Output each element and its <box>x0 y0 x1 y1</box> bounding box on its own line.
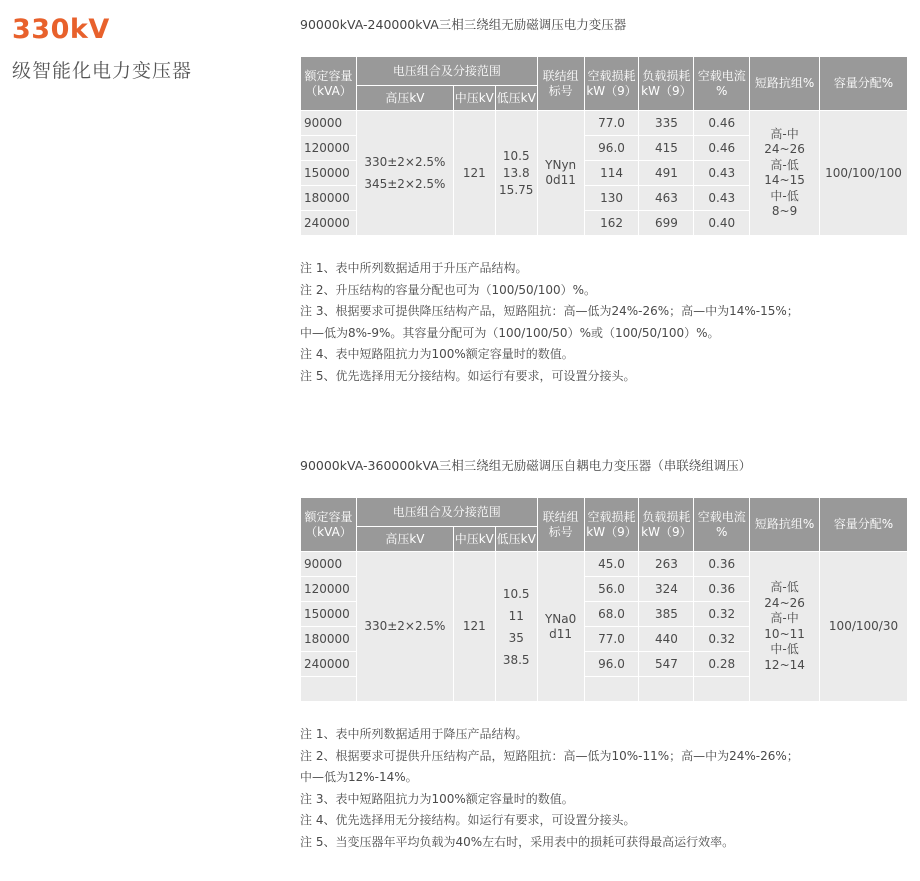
cell-noload-loss: 114 <box>584 161 639 186</box>
note-line: 注 4、表中短路阻抗力为100%额定容量时的数值。 <box>300 347 574 361</box>
header-capacity: 额定容量 （kVA） <box>301 57 357 111</box>
cell-noload-current: 0.46 <box>694 136 750 161</box>
header-lv: 低压kV <box>495 527 537 552</box>
table-2-title: 90000kVA-360000kVA三相三绕组无励磁调压自耦电力变压器（串联绕组调压） <box>300 458 752 473</box>
cell-impedance: 高-低 24~26 高-中 10~11 中-低 12~14 <box>750 552 820 702</box>
cell-load-loss: 324 <box>639 577 694 602</box>
cell-lv: 10.5 13.8 15.75 <box>495 111 537 236</box>
cell-load-loss: 440 <box>639 627 694 652</box>
cell-capacity: 180000 <box>301 186 357 211</box>
cell-noload-current: 0.32 <box>694 602 750 627</box>
cell-load-loss: 547 <box>639 652 694 677</box>
table-1-notes <box>300 258 908 387</box>
cell-noload-loss: 56.0 <box>584 577 639 602</box>
header-noload-loss: 空载损耗 kW（9） <box>584 498 639 552</box>
cell-noload-loss <box>584 677 639 702</box>
cell-capacity <box>301 677 357 702</box>
cell-distribution: 100/100/100 <box>819 111 907 236</box>
cell-load-loss: 463 <box>639 186 694 211</box>
table-1-title: 90000kVA-240000kVA三相三绕组无励磁调压电力变压器 <box>300 17 627 32</box>
cell-capacity: 90000 <box>301 111 357 136</box>
cell-hv: 330±2×2.5% <box>356 552 453 702</box>
cell-capacity: 150000 <box>301 161 357 186</box>
cell-mv: 121 <box>453 552 495 702</box>
cell-noload-current: 0.36 <box>694 552 750 577</box>
cell-noload-loss: 68.0 <box>584 602 639 627</box>
cell-vector-group: YNa0 d11 <box>537 552 584 702</box>
note-line: 注 2、升压结构的容量分配也可为（100/50/100）%。 <box>300 282 597 297</box>
header-vector-group: 联结组 标号 <box>537 498 584 552</box>
header-vector-group: 联结组 标号 <box>537 57 584 111</box>
cell-noload-loss: 96.0 <box>584 136 639 161</box>
note-line: 中—低为12%-14%。 <box>300 770 418 784</box>
header-lv: 低压kV <box>495 86 537 111</box>
cell-noload-current: 0.40 <box>694 211 750 236</box>
note-line: 注 3、根据要求可提供降压结构产品，短路阻抗：高—低为24%-26%；高—中为14%-15%； <box>300 304 799 318</box>
cell-capacity: 150000 <box>301 602 357 627</box>
cell-load-loss: 699 <box>639 211 694 236</box>
cell-vector-group: YNyn 0d11 <box>537 111 584 236</box>
cell-noload-current: 0.43 <box>694 186 750 211</box>
header-voltage-combo: 电压组合及分接范围 <box>356 57 537 86</box>
cell-noload-loss: 130 <box>584 186 639 211</box>
cell-capacity: 90000 <box>301 552 357 577</box>
note-line: 注 4、优先选择用无分接结构。如运行有要求，可设置分接头。 <box>300 813 636 827</box>
cell-load-loss: 415 <box>639 136 694 161</box>
spec-section-2 <box>300 455 908 853</box>
cell-noload-current: 0.32 <box>694 627 750 652</box>
spec-section-1 <box>300 14 908 387</box>
cell-load-loss: 335 <box>639 111 694 136</box>
header-hv: 高压kV <box>356 86 453 111</box>
cell-load-loss: 385 <box>639 602 694 627</box>
header-mv: 中压kV <box>453 527 495 552</box>
cell-noload-current: 0.36 <box>694 577 750 602</box>
cell-load-loss: 263 <box>639 552 694 577</box>
header-distribution: 容量分配% <box>820 498 908 552</box>
cell-load-loss <box>639 677 694 702</box>
table-2-notes <box>300 724 908 853</box>
cell-hv: 330±2×2.5% 345±2×2.5% <box>356 111 453 236</box>
header-noload-loss: 空载损耗 kW（9） <box>584 57 639 111</box>
cell-impedance: 高-中 24~26 高-低 14~15 中-低 8~9 <box>750 111 820 236</box>
header-noload-current: 空载电流 % <box>694 57 750 111</box>
note-line: 注 3、表中短路阻抗力为100%额定容量时的数值。 <box>300 791 574 806</box>
table-row <box>301 111 908 136</box>
note-line: 注 2、根据要求可提供升压结构产品，短路阻抗：高—低为10%-11%；高—中为24%-26%； <box>300 748 799 763</box>
cell-capacity: 240000 <box>301 652 357 677</box>
cell-capacity: 240000 <box>301 211 357 236</box>
header-noload-current: 空载电流 % <box>694 498 750 552</box>
hero-voltage: 330kV <box>12 14 110 45</box>
note-line: 注 5、当变压器年平均负载为40%左右时，采用表中的损耗可获得最高运行效率。 <box>300 834 735 849</box>
header-distribution: 容量分配% <box>819 57 907 111</box>
header-impedance: 短路抗组% <box>750 498 820 552</box>
spec-table-2 <box>300 497 908 702</box>
spec-table-1 <box>300 56 908 236</box>
cell-noload-current: 0.46 <box>694 111 750 136</box>
cell-load-loss: 491 <box>639 161 694 186</box>
cell-capacity: 120000 <box>301 136 357 161</box>
cell-noload-current: 0.28 <box>694 652 750 677</box>
cell-capacity: 180000 <box>301 627 357 652</box>
cell-lv: 10.5 11 35 38.5 <box>495 552 537 702</box>
table-row <box>301 552 908 577</box>
hero-subtitle: 级智能化电力变压器 <box>12 60 193 82</box>
cell-noload-loss: 77.0 <box>584 627 639 652</box>
note-line: 注 1、表中所列数据适用于降压产品结构。 <box>300 727 528 741</box>
header-capacity: 额定容量 （kVA） <box>301 498 357 552</box>
cell-noload-loss: 96.0 <box>584 652 639 677</box>
note-line: 注 1、表中所列数据适用于升压产品结构。 <box>300 261 528 275</box>
cell-noload-loss: 45.0 <box>584 552 639 577</box>
cell-noload-loss: 77.0 <box>584 111 639 136</box>
header-load-loss: 负载损耗 kW（9） <box>639 57 694 111</box>
cell-distribution: 100/100/30 <box>820 552 908 702</box>
header-hv: 高压kV <box>356 527 453 552</box>
header-load-loss: 负载损耗 kW（9） <box>639 498 694 552</box>
cell-noload-current: 0.43 <box>694 161 750 186</box>
note-line: 中—低为8%-9%。其容量分配可为（100/100/50）%或（100/50/100）%。 <box>300 325 720 340</box>
header-impedance: 短路抗组% <box>750 57 820 111</box>
header-mv: 中压kV <box>453 86 495 111</box>
note-line: 注 5、优先选择用无分接结构。如运行有要求，可设置分接头。 <box>300 368 636 383</box>
cell-noload-current <box>694 677 750 702</box>
cell-mv: 121 <box>453 111 495 236</box>
cell-noload-loss: 162 <box>584 211 639 236</box>
cell-capacity: 120000 <box>301 577 357 602</box>
header-voltage-combo: 电压组合及分接范围 <box>356 498 537 527</box>
